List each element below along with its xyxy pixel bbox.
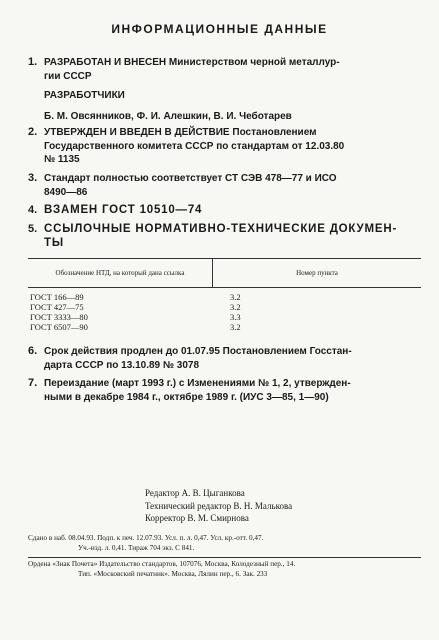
section-5-line-1: ССЫЛОЧНЫЕ НОРМАТИВНО-ТЕХНИЧЕСКИЕ ДОКУМЕН- — [44, 223, 398, 235]
table-row — [30, 302, 420, 312]
divider — [28, 557, 421, 558]
print-info — [28, 534, 421, 553]
section-1-number: 1. — [28, 56, 38, 68]
section-6-line-2: дарта СССР по 13.10.89 № 3078 — [44, 359, 200, 371]
section-5-line-2: ТЫ — [44, 236, 64, 249]
section-1-line-1: РАЗРАБОТАН И ВНЕСЕН Министерством черной металлур- — [44, 57, 340, 68]
section-5-number: 5. — [28, 223, 38, 235]
editors-block — [145, 487, 292, 525]
publisher-line-2: Тип. «Московский печатник». Москва, Лялин пер., 6. Зак. 233 — [78, 569, 268, 578]
publisher-line-1: Ордена «Знак Почета» Издательство стандартов, 107076, Москва, Колодезный пер., 14. — [28, 560, 296, 568]
table-row — [30, 322, 420, 332]
ntd-doc-cell: ГОСТ 166—89 — [30, 292, 84, 302]
section-2-number: 2. — [28, 126, 38, 138]
section-3-line-1: Стандарт полностью соответствует СТ СЭВ 478—77 и ИСО — [44, 173, 337, 184]
ntd-table — [28, 258, 421, 288]
ntd-item-cell: 3.2 — [230, 292, 241, 302]
publisher-info — [28, 560, 421, 579]
print-info-line-1: Сдано в наб. 08.04.93. Подп. к печ. 12.07.93. Усл. п. л. 0,47. Усл. кр.-отт. 0,47. — [28, 534, 264, 542]
ntd-table-body — [30, 292, 420, 332]
ntd-item-cell: 3.3 — [230, 312, 241, 322]
print-info-line-2: Уч.-изд. л. 0,41. Тираж 704 экз. С 841. — [78, 543, 195, 552]
tech-editor-line: Технический редактор В. Н. Малькова — [145, 500, 293, 511]
section-1-line-2: гии СССР — [44, 70, 92, 82]
section-7-line-1: Переиздание (март 1993 г.) с Изменениями № 1, 2, утвержден- — [44, 378, 351, 389]
section-4 — [28, 204, 420, 218]
section-7-number: 7. — [28, 377, 38, 389]
corrector-line: Корректор В. М. Смирнова — [145, 513, 249, 523]
ntd-doc-cell: ГОСТ 6507—90 — [30, 322, 88, 332]
section-3-line-2: 8490—86 — [44, 186, 88, 198]
ntd-header-item: Номер пункта — [213, 259, 422, 288]
section-5 — [28, 223, 420, 250]
section-6 — [28, 345, 420, 372]
section-2 — [28, 126, 420, 167]
section-3 — [28, 172, 420, 199]
section-7-line-2: ными в декабре 1984 г., октябре 1989 г. (ИУС 3—85, 1—90) — [44, 391, 329, 403]
section-4-text: ВЗАМЕН ГОСТ 10510—74 — [44, 204, 203, 216]
section-4-number: 4. — [28, 204, 38, 216]
ntd-doc-cell: ГОСТ 427—75 — [30, 302, 84, 312]
section-1 — [28, 56, 420, 123]
section-7 — [28, 377, 420, 404]
section-2-line-3: № 1135 — [44, 154, 80, 165]
ntd-item-cell: 3.2 — [230, 322, 241, 332]
editor-line: Редактор А. В. Цыганкова — [145, 488, 245, 498]
ntd-item-cell: 3.2 — [230, 302, 241, 312]
section-6-line-1: Срок действия продлен до 01.07.95 Постановлением Госстан- — [44, 346, 352, 357]
developers-names: Б. М. Овсянников, Ф. И. Алешкин, В. И. Чеботарев — [44, 110, 292, 122]
table-row — [30, 312, 420, 322]
page-title: ИНФОРМАЦИОННЫЕ ДАННЫЕ — [111, 22, 328, 36]
ntd-doc-cell: ГОСТ 3333—80 — [30, 312, 88, 322]
table-row — [30, 292, 420, 302]
section-2-line-2: Государственного комитета СССР по стандартам от 12.03.80 — [44, 140, 345, 152]
section-6-number: 6. — [28, 345, 38, 357]
ntd-table-header — [28, 259, 421, 288]
section-2-line-1: УТВЕРЖДЕН И ВВЕДЕН В ДЕЙСТВИЕ Постановлением — [44, 127, 317, 138]
ntd-header-doc: Обозначение НТД, на который дана ссылка — [28, 259, 213, 288]
section-3-number: 3. — [28, 172, 38, 184]
developers-heading: РАЗРАБОТЧИКИ — [44, 90, 125, 101]
